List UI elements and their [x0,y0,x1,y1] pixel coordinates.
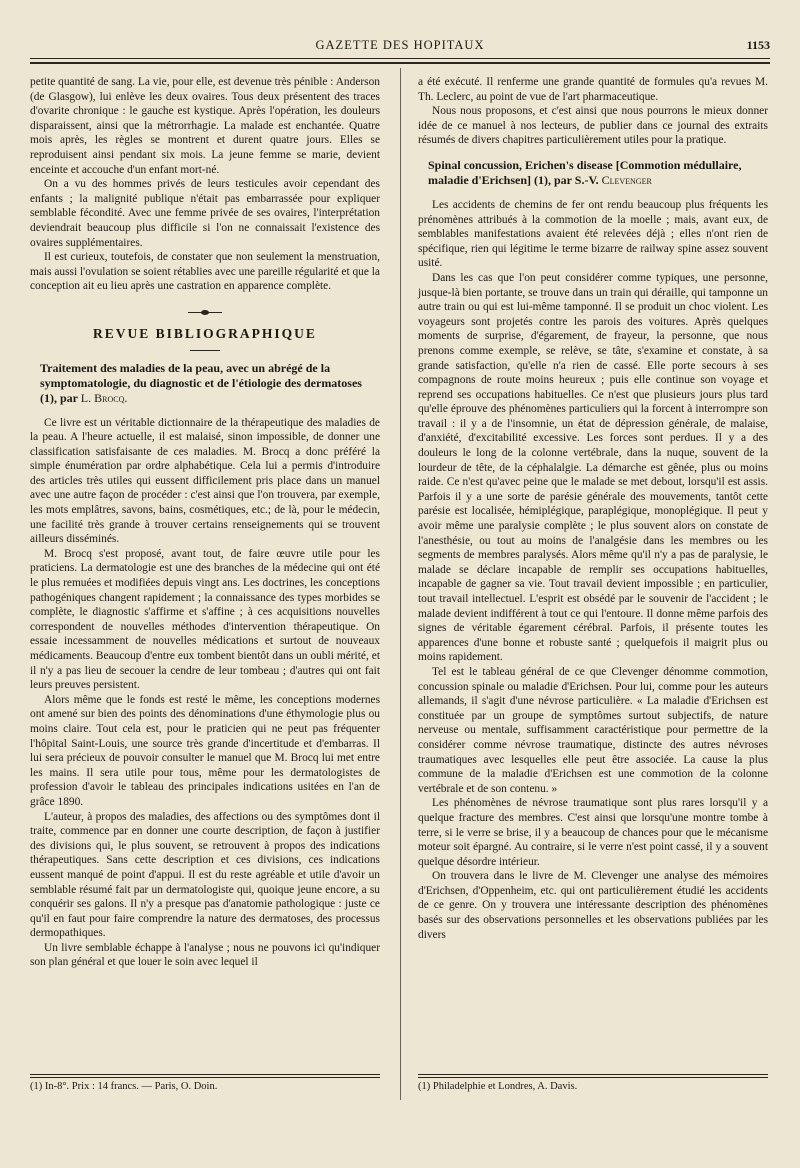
paragraph: petite quantité de sang. La vie, pour elle, est devenue très pénible : Anderson (de Glasgow), lui enlève les deux ovaires. Tous deux présentent des traces d'ovarite chronique : le gauche est kystique. Après l'opération, les douleurs disparaissent, ainsi que la métrorrhagie. La malade est enchantée. Quatre mois après, les règles se montrent et durent quatre jours. Elles se reproduisent ainsi pendant six mois. La jeune femme se marie, devient enceinte et accouche d'un enfant mort-né. [30,76,380,176]
paragraph: Un livre semblable échappe à l'analyse ; nous ne pouvons ici qu'indiquer son plan général et que louer le soin avec lequel il [30,941,380,969]
spacer [418,148,768,158]
paragraph: Dans les cas que l'on peut considérer comme typiques, une personne, jusque-là bien portante, se trouve dans un train qui déraille, qui tamponne un autre train ou qui est lui-même tamponné. Il se produit un choc violent. Les voyageurs sont projetés contre les parois des voitures. Après quelques moments de surprise, d'égarement, de frayeur, la personne, que nous prenons comme exemple, se relève, se tâte, s'examine et constate, à sa grande satisfaction, qu'elle n'a rien de cassé. Elle porte secours à ses compagnons de route moins heureux ; puis elle continue son voyage et reprend ses occupations habituelles. Ce n'est que plusieurs jours plus tard qu'elle éprouve des phénomènes particuliers qui la forcent à interrompre son travail : il y a de l'insomnie, un état de dépression générale, de malaise, d'anxiété, d'excitabilité excessive. Les forces sont perdues. Il y a des douleurs le long de la colonne vertébrale, dans la nuque, souvent de la lourdeur de tête, de la céphalalgie. La démarche est gênée, plus ou moins raide. Ce n'est qu'avec peine que le malade se met debout, lorsqu'il est assis. Parfois il y a une sorte de parésie générale des mouvements, tantôt cette parésie est localisée, hémiplégique, paraplégique, monoplégique. Il peut y avoir même une paralysie complète ; le plus souvent alors on constate de l'anesthésie, ou tout au moins de l'analgésie dans les membres ou les segments de membres paralysés. Alors même qu'il n'y a pas de paralysie, le malade se déclare incapable de remplir ses occupations habituelles, incapable de gagner sa vie. Tout travail devient impossible ; en particulier, tout travail intellectuel. L'esprit est obsédé par le souvenir de l'accident ; le malade devient indifférent à tout ce qui l'entoure. Il donne même parfois des signes de véritable égarement cérébral. Parfois, il présente toutes les apparences d'une bonne et robuste santé ; quelquefois il maigrit plus ou moins rapidement. [418,271,768,664]
article-title-text: Traitement des maladies de la peau, avec un abrégé de la symptomatologie, du diagnostic et de l'étiologie des dermatoses (1), par [40,360,362,405]
paragraph: On trouvera dans le livre de M. Clevenger une analyse des mémoires d'Erichsen, d'Oppenheim, etc. qui ont particulièrement étudié les accidents de ce genre. On y trouvera une intéressante description des phénomènes basés sur des observations personnelles et les observations publiées par les divers [418,870,768,941]
right-column [418,75,768,942]
paragraph: Alors même que le fonds est resté le même, les conceptions modernes ont amené sur bien des points des dénominations d'une éthymologie plus ou moins claire. Tout cela est, pour le praticien qui ne peut pas fréquenter l'hôpital Saint-Louis, une source très grande d'incertitude et d'embarras. Il lui sera précieux de pouvoir consulter le manuel que M. Brocq lui met entre les mains. Il sera utile pour tous, même pour les dermatologistes de profession d'avoir le tableau des principales indications usitées en l'an de grâce 1890. [30,693,380,808]
column-divider [400,68,401,1100]
article-author: Clevenger [601,172,652,187]
footnote-rule [30,1077,380,1078]
footnote-right: (1) Philadelphie et Londres, A. Davis. [418,1081,578,1092]
paragraph: Ce livre est un véritable dictionnaire de la thérapeutique des maladies de la peau. A l'heure actuelle, il est malaisé, sinon impossible, de donner une classification satisfaisante de ces maladies. M. Brocq a donc préféré la simple énumération par ordre alphabétique. Cela lui a permis d'introduire des articles très utiles qui eussent difficilement pris place dans un manuel avec une autre façon de procéder : c'est ainsi que l'on trouvera, par exemple, les mots emplâtres, savons, bains, cosmétiques, etc.; de là, pour le médecin, une facilité très grande à trouver certains renseignements qui se trouvent ailleurs disséminés. [30,416,380,546]
paragraph: L'auteur, à propos des maladies, des affections ou des symptômes dont il traite, commence par en donner une courte description, de façon à justifier des divisions qui, le plus souvent, se retrouvent à propos des indications thérapeutiques. Sans cette description et ces divisions, ces indications eussent manqué de point d'appui. Il est du reste agréable et utile d'avoir un semblable résumé fait par un dermatologiste qui, quoique jeune encore, a su conquérir ses galons. Il n'y a presque pas d'anatomie pathologique : juste ce qu'il en faut pour faire comprendre la nature des dermatoses, des processus dermopathiques. [30,810,380,940]
article-author: L. Brocq. [80,390,128,405]
paragraph: Il est curieux, toutefois, de constater que non seulement la menstruation, mais aussi l'ovulation se soient rétablies avec une pareille régularité et que la conception ait eu lieu après une castration en apparence complète. [30,251,380,293]
page-header [30,38,770,58]
paragraph: a été exécuté. Il renferme une grande quantité de formules qu'a revues M. Th. Leclerc, au point de vue de l'art pharmaceutique. [418,76,768,103]
page-number: 1153 [746,38,770,52]
paragraph: M. Brocq s'est proposé, avant tout, de faire œuvre utile pour les praticiens. La dermatologie est une des branches de la médecine qui ont été le plus remuées et modifiées depuis vingt ans. Les doctrines, les conceptions pathogéniques changent rapidement ; la connaissance des types morbides se complète, le diagnostic s'affirme et s'affine ; à ces acquisitions nouvelles correspondent de nouvelles méthodes d'intervention thérapeutique. On essaie incessamment de nouvelles médications et surtout de nouveaux médicaments. Beaucoup d'entre eux tombent bientôt dans un oubli mérité, et il n'y a pas lieu de secouer la cendre de leur tombeau ; d'autres qui ont fait leurs preuves persistent. [30,547,380,692]
paragraph: Les accidents de chemins de fer ont rendu beaucoup plus fréquents les prénomènes attribués à la commotion de la moelle ; mais, avant eux, de semblables manifestations avaient été relevées déjà ; elles n'ont rien de spécifique, rien qui légitime le terme bizarre de railway spine assez souvent usité. [418,198,768,270]
left-column [30,75,380,970]
journal-title: GAZETTE DES HOPITAUX [315,38,485,52]
header-rule-thin [30,58,770,59]
section-title: REVUE BIBLIOGRAPHIQUE [93,325,317,341]
section-rule [190,350,220,351]
paragraph: Tel est le tableau général de ce que Clevenger dénomme commotion, concussion spinale ou maladie d'Erichsen. Pour lui, comme pour les auteurs allemands, il s'agit d'une névrose particulière. « La maladie d'Erichsen est constituée par un groupe de symptômes surtout subjectifs, de nature nerveuse ou mentale, suffisamment caractéristique pour permettre de la considérer comme névrose traumatique, distincte des autres névroses traumatiques avec lesquelles elle peut être associée. La cause la plus commune de la maladie d'Erichsen est une commotion de la colonne vertébrale et de son contenu. » [418,665,768,795]
article-title-text: Spinal concussion, Erichen's disease [Commotion médullaire, maladie d'Erichsen] (1), par S.-V. [428,157,742,187]
footnote-rule [418,1074,768,1075]
footnote-left: (1) In-8°. Prix : 14 francs. — Paris, O. Doin. [30,1081,218,1092]
paragraph: Nous nous proposons, et c'est ainsi que nous pourrons le mieux donner idée de ce manuel à nos lecteurs, de publier dans ce journal des extraits résumés de divers chapitres particulièrement utiles pour la pratique. [418,105,768,147]
footnote-rule [418,1077,768,1078]
paragraph: On a vu des hommes privés de leurs testicules avoir cependant des enfants ; la malignité publique n'était pas embarrassée pour expliquer semblable fécondité. Avec une femme privée de ses ovaires, l'interprétation deviendrait beaucoup plus difficile si l'on ne connaissait l'existence des ovaires supplémentaires. [30,178,380,249]
article-title [418,158,768,188]
header-rule-thick [30,62,770,64]
paragraph: Les phénomènes de névrose traumatique sont plus rares lorsqu'il y a quelque fracture des membres. C'est ainsi que lorsqu'une montre tombe à terre, si le verre se brise, il y a beaucoup de chances pour que le mécanisme moteur soit épargné. Au contraire, si le verre n'est point cassé, il y a souvent quelque désordre intérieur. [418,797,768,868]
ornament-divider [188,312,222,313]
footnote-rule [30,1074,380,1075]
article-title [30,361,380,406]
